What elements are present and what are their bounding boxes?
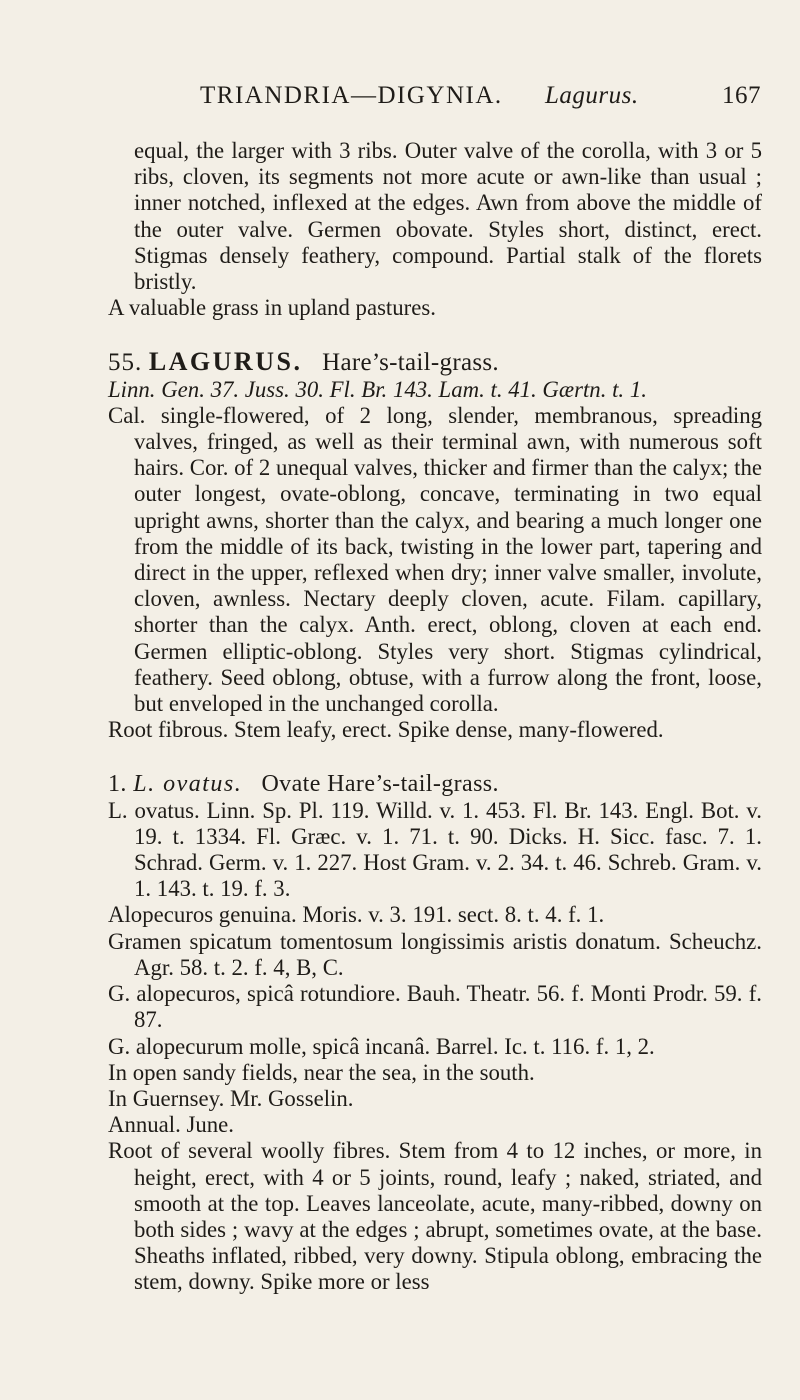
running-head (0, 82, 800, 116)
page-body (108, 138, 762, 1296)
synonym-entry: Gramen spicatum tomentosum longissimis aristis donatum. Scheuchz. Agr. 58. t. 2. f. 4, B, C. (108, 928, 762, 980)
continuation-habitat: A valuable grass in upland pastures. (108, 295, 436, 321)
species-description: Root of several woolly fibres. Stem from 4 to 12 inches, or more, in height, erect, with 4 or 5 joints, round, leafy ; naked, striated, and smooth at the top. Leaves lanceolate, acute, many-ribbed, downy on both sides ; wavy at the edges ; abrupt, sometimes ovate, at the base. Sheaths inflated, ribbed, very downy. Stipula oblong, embracing the stem, downy. Spike more or less (108, 1138, 762, 1295)
species-duration: Annual. June. (108, 1112, 234, 1138)
species-name: L. ovatus. (133, 771, 243, 798)
synonym-entry: L. ovatus. Linn. Sp. Pl. 119. Willd. v. 1. 453. Fl. Br. 143. Engl. Bot. v. 19. t. 1334. Fl. Græc. v. 1. 71. t. 90. Dicks. H. Sicc. fasc. 7. 1. Schrad. Germ. v. 1. 227. Host Gram. v. 2. 34. t. 46. Schreb. Gram. v. 1. 143. t. 19. f. 3. (108, 797, 762, 902)
species-habitat: In open sandy fields, near the sea, in the south. (108, 1059, 535, 1085)
synonym-entry: G. alopecurum molle, spicâ incanâ. Barrel. Ic. t. 116. f. 1, 2. (108, 1033, 655, 1059)
genus-number: 55. (108, 349, 143, 377)
page-number: 167 (722, 82, 761, 109)
running-title: TRIANDRIA—DIGYNIA. (200, 82, 503, 109)
species-number: 1. (108, 771, 127, 798)
running-genus: Lagurus. (545, 82, 639, 109)
genus-heading (108, 349, 762, 376)
genus-description: Cal. single-flowered, of 2 long, slender, membranous, spreading valves, fringed, as well as their terminal awn, with numerous soft hairs. Cor. of 2 unequal valves, thicker and firmer than the calyx; the outer longest, ovate-oblong, concave, terminating in two equal upright awns, shorter than the calyx, and bearing a much longer one from the middle of its back, twisting in the lower part, tapering and direct in the upper, reflexed when dry; inner valve smaller, involute, cloven, awnless. Nectary deeply cloven, acute. Filam. capillary, shorter than the calyx. Anth. erect, oblong, cloven at each end. Germen elliptic-oblong. Styles very short. Stigmas cylindrical, feathery. Seed oblong, obtuse, with a furrow along the front, loose, but enveloped in the unchanged corolla. (108, 402, 762, 717)
synonym-entry: Alopecuros genuina. Moris. v. 3. 191. sect. 8. t. 4. f. 1. (108, 902, 605, 928)
genus-references: Linn. Gen. 37. Juss. 30. Fl. Br. 143. Lam. t. 41. Gærtn. t. 1. (108, 376, 647, 402)
continuation-paragraph: equal, the larger with 3 ribs. Outer valve of the corolla, with 3 or 5 ribs, cloven, its segments not more acute or awn-like than usual ; inner notched, inflexed at the edges. Awn from above the middle of the outer valve. Germen obovate. Styles short, distinct, erect. Stigmas densely feathery, compound. Partial stalk of the florets bristly. (134, 138, 762, 295)
genus-root-stem: Root fibrous. Stem leafy, erect. Spike dense, many-flowered. (108, 717, 664, 743)
species-common-name: Ovate Hare’s-tail-grass. (261, 771, 499, 798)
genus-common-name: Hare’s-tail-grass. (322, 349, 499, 377)
species-locality: In Guernsey. Mr. Gosselin. (108, 1085, 354, 1111)
species-heading (108, 771, 762, 797)
synonym-entry: G. alopecuros, spicâ rotundiore. Bauh. Theatr. 56. f. Monti Prodr. 59. f. 87. (108, 981, 762, 1033)
genus-name: LAGURUS. (148, 347, 303, 377)
